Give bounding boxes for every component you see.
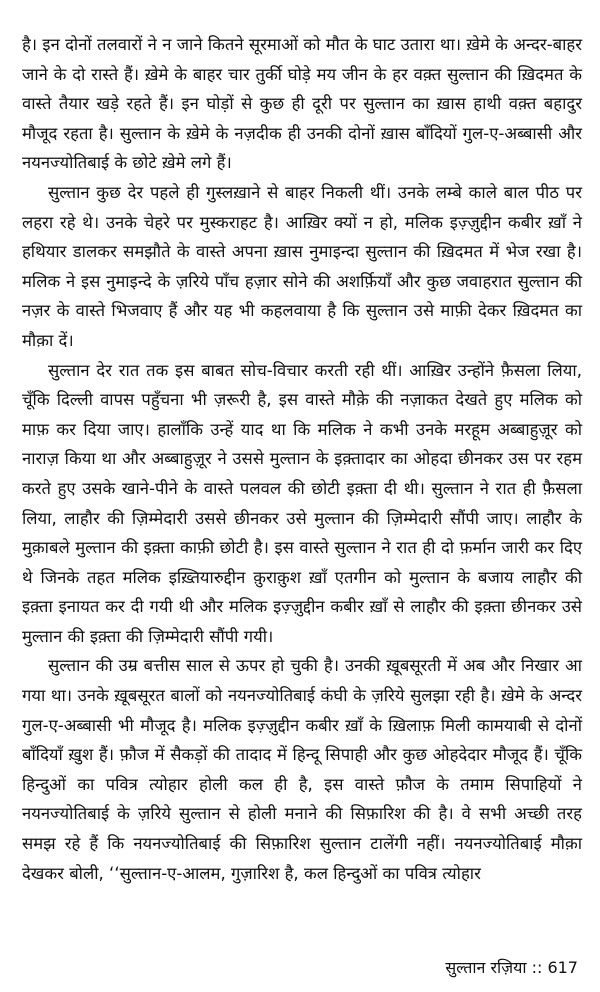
paragraph-4: सुल्तान की उम्र बत्तीस साल से ऊपर हो चुकी है। उनकी ख़ूबसूरती में अब और निखार आ गया था। उनके ख़ूबसूरत बालों को नयनज्योतिबाई कंघी के ज़रिये सुलझा रही है। ख़ेमे के अन्दर गुल-ए-अब्बासी भी मौजूद है। मलिक इज़्ज़ुद्दीन कबीर ख़ाँ के ख़िलाफ़ मिली कामयाबी से दोनों बाँदियाँ ख़ुश हैं। फ़ौज में सैकड़ों की तादाद में हिन्दू सिपाही और कुछ ओहदेदार मौजूद हैं। चूँकि हिन्दुओं का पवित्र त्योहार होली कल ही है, इस वास्ते फ़ौज के तमाम सिपाहियों ने नयनज्योतिबाई के ज़रिये सुल्तान से होली मनाने की सिफ़ारिश की है। वे सभी अच्छी तरह समझ रहे हैं कि नयनज्योतिबाई की सिफ़ारिश सुल्तान टालेंगी नहीं। नयनज्योतिबाई मौक़ा देखकर बोली, ‘‘सुल्तान-ए-आलम, गुज़ारिश है, कल हिन्दुओं का पवित्र त्योहार (22, 656, 582, 883)
paragraph-1: है। इन दोनों तलवारों ने न जाने कितने सूरमाओं को मौत के घाट उतारा था। ख़ेमे के अन्दर-बाहर जाने के दो रास्ते हैं। ख़ेमे के बाहर चार तुर्की घोड़े मय जीन के हर वक़्त सुल्तान की ख़िदमत के वास्ते तैयार खड़े रहते हैं। इन घोड़ों से कुछ ही दूरी पर सुल्तान का ख़ास हाथी वक़्त बहादुर मौजूद रहता है। सुल्तान के ख़ेमे के नज़दीक ही उनकी दोनों ख़ास बाँदियों गुल-ए-अब्बासी और नयनज्योतिबाई के छोटे ख़ेमे लगे हैं। (22, 35, 582, 173)
page-body (22, 30, 582, 888)
paragraph-2: सुल्तान कुछ देर पहले ही गुस्लख़ाने से बाहर निकली थीं। उनके लम्बे काले बाल पीठ पर लहरा रहे थे। उनके चेहरे पर मुस्कराहट है। आख़िर क्यों न हो, मलिक इज़्ज़ुद्दीन कबीर ख़ाँ ने हथियार डालकर समझौते के वास्ते अपना ख़ास नुमाइन्दा सुल्तान की ख़िदमत में भेज रखा है। मलिक ने इस नुमाइन्दे के ज़रिये पाँच हज़ार सोने की अशर्फ़ियाँ और कुछ जवाहरात सुल्तान की नज़र के वास्ते भिजवाए हैं और यह भी कहलवाया है कि सुल्तान उसे माफ़ी देकर ख़िदमत का मौक़ा दें। (22, 182, 582, 350)
paragraph-3: सुल्तान देर रात तक इस बाबत सोच-विचार करती रही थीं। आख़िर उन्होंने फ़ैसला लिया, चूँकि दिल्ली वापस पहुँचना भी ज़रूरी है, इस वास्ते मौक़े की नज़ाकत देखते हुए मलिक को माफ़ कर दिया जाए। हालाँकि उन्हें याद था कि मलिक ने कभी उनके मरहूम अब्बाहुज़ूर को नाराज़ किया था और अब्बाहुज़ूर ने उससे मुल्तान के इक़्तादार का ओहदा छीनकर उस पर रहम करते हुए उसके खाने-पीने के वास्ते पलवल की छोटी इक़्ता दी थी। सुल्तान ने रात ही फ़ैसला लिया, लाहौर की ज़िम्मेदारी उससे छीनकर उसे मुल्तान की ज़िम्मेदारी सौंपी जाए। लाहौर के मुक़ाबले मुल्तान की इक़्ता काफ़ी छोटी है। इस वास्ते सुल्तान ने रात ही दो फ़र्मान जारी कर दिए थे जिनके तहत मलिक इख़्तियारुद्दीन क़ुराक़ुश ख़ाँ एतगीन को मुल्तान के बजाय लाहौर की इक़्ता इनायत कर दी गयी थी और मलिक इज़्ज़ुद्दीन कबीर ख़ाँ से लाहौर की इक़्ता छीनकर उसे मुल्तान की इक़्ता की ज़िम्मेदारी सौंपी गयी। (22, 360, 582, 646)
page-footer: सुल्तान रज़िया :: 617 (445, 958, 578, 977)
